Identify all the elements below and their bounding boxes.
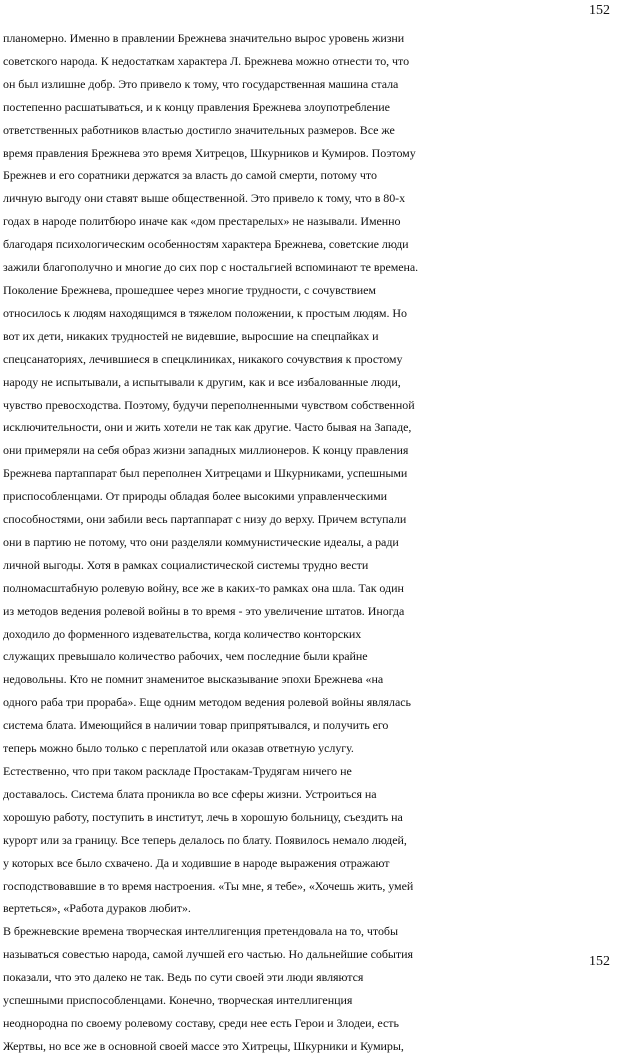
text-line: благодаря психологическим особенностям характера Брежнева, советские люди bbox=[3, 237, 409, 252]
text-line: служащих превышало количество рабочих, чем последние были крайне bbox=[3, 649, 368, 664]
page-number-top: 152 bbox=[589, 3, 610, 18]
page-number-bottom: 152 bbox=[589, 954, 610, 969]
text-line: неоднородна по своему ролевому составу, среди нее есть Герои и Злодеи, есть bbox=[3, 1015, 399, 1030]
text-line: показали, что это далеко не так. Ведь по сути своей эти люди являются bbox=[3, 970, 364, 985]
text-line: одного раба три прораба». Еще одним методом ведения ролевой войны являлась bbox=[3, 695, 411, 710]
text-block bbox=[3, 27, 619, 1058]
text-line: вертеться», «Работа дураков любит». bbox=[3, 901, 191, 916]
text-line: называться совестью народа, самой лучшей его частью. Но дальнейшие события bbox=[3, 947, 413, 962]
text-line: приспособленцами. От природы обладая более высокими управленческими bbox=[3, 489, 387, 504]
text-line: он был излишне добр. Это привело к тому, что государственная машина стала bbox=[3, 76, 399, 91]
text-line: время правления Брежнева это время Хитрецов, Шкурников и Кумиров. Поэтому bbox=[3, 145, 416, 160]
text-line: постепенно расшатываться, и к концу правления Брежнева злоупотребление bbox=[3, 99, 390, 114]
text-line: планомерно. Именно в правлении Брежнева значительно вырос уровень жизни bbox=[3, 31, 405, 45]
text-line: Жертвы, но все же в основной своей массе это Хитрецы, Шкурники и Кумиры, bbox=[3, 1038, 404, 1053]
text-line: способностями, они забили весь партаппарат с низу до верху. Причем вступали bbox=[3, 512, 407, 527]
text-line: система блата. Имеющийся в наличии товар припрятывался, и получить его bbox=[3, 718, 389, 733]
text-line: личную выгоду они ставят выше общественной. Это привело к тому, что в 80-х bbox=[3, 191, 406, 206]
text-line: исключительности, они и жить хотели не так как другие. Часто бывая на Западе, bbox=[3, 420, 412, 435]
text-line: чувство превосходства. Поэтому, будучи переполненными чувством собственной bbox=[3, 397, 415, 412]
text-line: они примеряли на себя образ жизни западных миллионеров. К концу правления bbox=[3, 443, 409, 458]
text-line: вот их дети, никаких трудностей не видевшие, выросшие на спецпайках и bbox=[3, 328, 379, 343]
text-line: Брежнев и его соратники держатся за власть до самой смерти, потому что bbox=[3, 168, 377, 183]
text-line: Поколение Брежнева, прошедшее через многие трудности, с сочувствием bbox=[3, 282, 376, 297]
text-line: Естественно, что при таком раскладе Простакам-Трудягам ничего не bbox=[3, 764, 352, 778]
text-line: ответственных работников властью достигло значительных размеров. Все же bbox=[3, 122, 395, 137]
text-line: хорошую работу, поступить в институт, лечь в хорошую больницу, съездить на bbox=[3, 809, 403, 824]
text-line: годах в народе политбюро иначе как «дом престарелых» не называли. Именно bbox=[3, 214, 401, 229]
text-line: личной выгоды. Хотя в рамках социалистической системы трудно вести bbox=[3, 557, 369, 572]
text-line: полномасштабную ролевую войну, все же в каких-то рамках она шла. Так один bbox=[3, 580, 404, 595]
text-line: спецсанаториях, лечившиеся в спецклиниках, никакого сочувствия к простому bbox=[3, 351, 403, 366]
text-line: доходило до форменного издевательства, когда количество конторских bbox=[3, 626, 362, 641]
text-line: советского народа. К недостаткам характера Л. Брежнева можно отнести то, что bbox=[3, 53, 410, 68]
text-line: Брежнева партаппарат был переполнен Хитрецами и Шкурниками, успешными bbox=[3, 466, 408, 481]
text-line: у которых все было схвачено. Да и ходившие в народе выражения отражают bbox=[3, 855, 390, 870]
text-line: господствовавшие в то время настроения. «Ты мне, я тебе», «Хочешь жить, умей bbox=[3, 878, 414, 893]
text-line: недовольны. Кто не помнит знаменитое высказывание эпохи Брежнева «на bbox=[3, 672, 384, 687]
text-line: курорт или за границу. Все теперь делалось по блату. Появилось немало людей, bbox=[3, 832, 407, 847]
text-line: они в партию не потому, что они разделяли коммунистические идеалы, а ради bbox=[3, 534, 399, 549]
text-line: зажили благополучно и многие до сих пор с ностальгией вспоминают те времена. bbox=[3, 260, 419, 275]
text-line: доставалось. Система блата проникла во все сферы жизни. Устроиться на bbox=[3, 786, 377, 801]
text-line: народу не испытывали, а испытывали к другим, как и все избалованные люди, bbox=[3, 374, 401, 389]
text-line: В брежневские времена творческая интеллигенция претендовала на то, чтобы bbox=[3, 924, 398, 939]
text-line: теперь можно было только с переплатой или оказав ответную услугу. bbox=[3, 741, 354, 756]
text-line: из методов ведения ролевой войны в то время - это увеличение штатов. Иногда bbox=[3, 603, 405, 618]
text-line: успешными приспособленцами. Конечно, творческая интеллигенция bbox=[3, 993, 353, 1008]
text-line: относилось к людям находящимся в тяжелом положении, к простым людям. Но bbox=[3, 305, 407, 320]
